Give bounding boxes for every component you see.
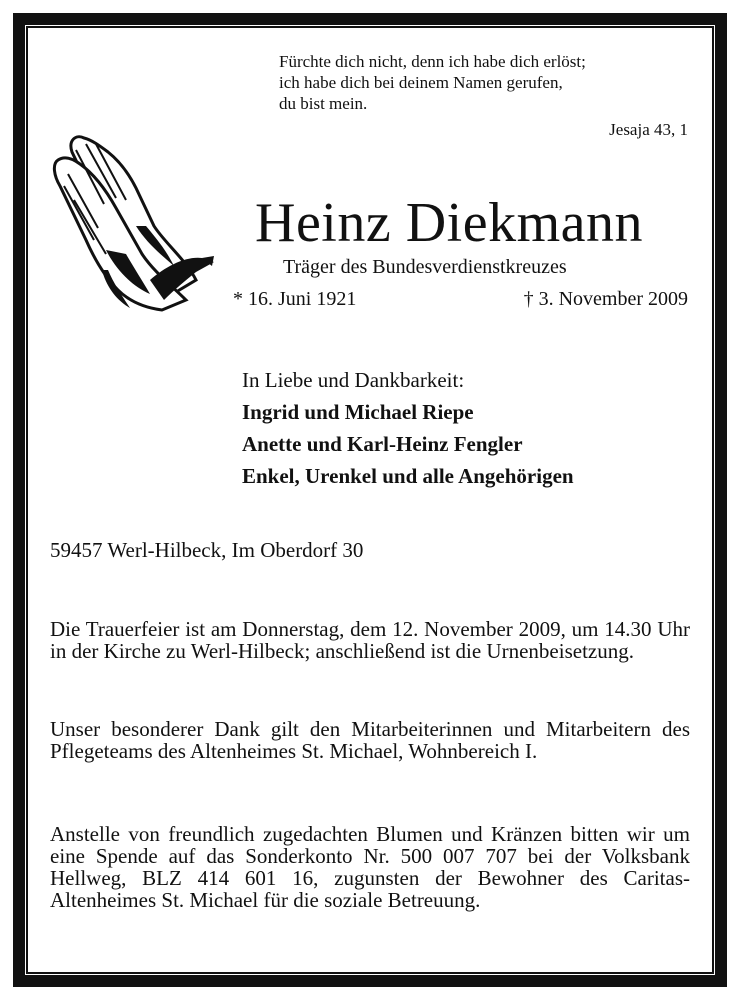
funeral-service-paragraph: Die Trauerfeier ist am Donnerstag, dem 12. November 2009, um 14.30 Uhr in der Kirche zu Werl-Hilbeck; anschließend ist die Urnenbeisetzung. [50,617,690,663]
verse-line: Fürchte dich nicht, denn ich habe dich erlöst; [279,52,586,71]
mourner-name: Enkel, Urenkel und alle Angehörigen [242,464,574,488]
verse-line: ich habe dich bei deinem Namen gerufen, [279,73,563,92]
verse-line: du bist mein. [279,94,368,113]
donation-paragraph: Anstelle von freundlich zugedachten Blumen und Kränzen bitten wir um eine Spende auf das Sonderkonto Nr. 500 007 707 bei der Volksbank Hellweg, BLZ 414 601 16, zugunsten der Bewohner des Caritas-Altenheimes St. Michael für die soziale Betreuung. [50,822,690,912]
mourners-intro: In Liebe und Dankbarkeit: [242,368,465,392]
thanks-paragraph: Unser besonderer Dank gilt den Mitarbeiterinnen und Mitarbeitern des Pflegeteams des Altenheimes St. Michael, Wohnbereich I. [50,717,690,763]
mourner-name: Anette und Karl-Heinz Fengler [242,432,523,456]
deceased-name: Heinz Diekmann [255,192,643,254]
mourners-block [242,364,574,492]
honor-title: Träger des Bundesverdienstkreuzes [283,256,567,278]
birth-date: * 16. Juni 1921 [233,288,357,310]
address: 59457 Werl-Hilbeck, Im Oberdorf 30 [50,538,364,562]
bible-verse [279,51,586,114]
verse-reference: Jesaja 43, 1 [609,120,688,139]
death-date: † 3. November 2009 [523,288,688,310]
praying-hands-icon [46,130,216,320]
mourner-name: Ingrid und Michael Riepe [242,400,474,424]
